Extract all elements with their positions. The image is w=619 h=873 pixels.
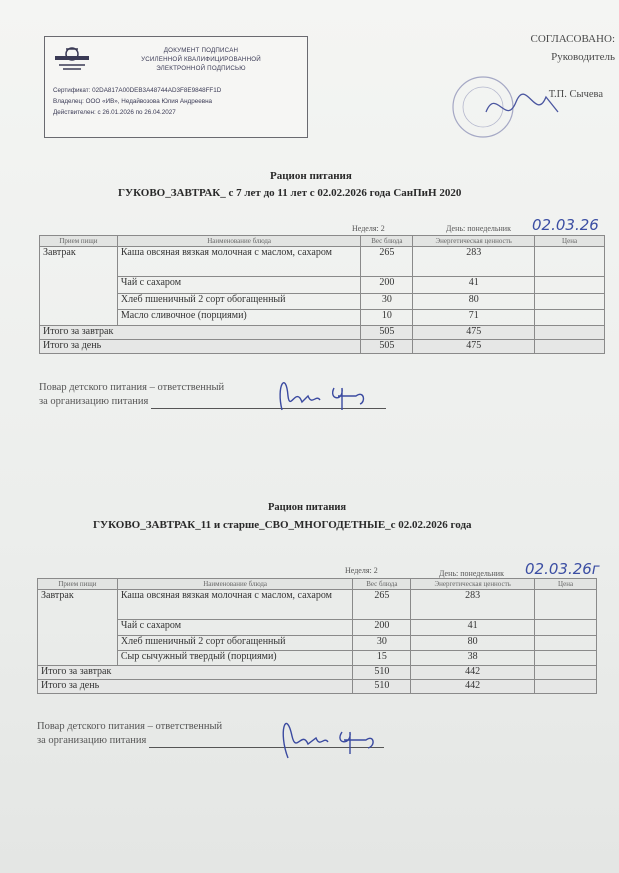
table-row — [40, 277, 605, 294]
menu1-table — [39, 235, 605, 354]
table-header-row — [38, 579, 597, 590]
menu1-title: Рацион питания — [270, 170, 352, 182]
total-label: Итого за день — [40, 340, 361, 354]
certificate-number: Сертификат: 02DA817A00DEB3A48744AD3F8E9848FF1D — [53, 87, 222, 94]
menu2-table — [37, 578, 597, 694]
column-header: Энергетическая ценность — [413, 236, 535, 247]
energy-cell: 41 — [413, 277, 535, 294]
column-header: Вес блюда — [361, 236, 413, 247]
meal-cell: Завтрак — [38, 590, 118, 666]
price-cell — [535, 590, 597, 620]
certificate-validity: Действителен: с 26.01.2026 по 26.04.2027 — [53, 109, 176, 116]
approval-signature — [476, 82, 566, 132]
emblem-logo — [53, 43, 91, 73]
price-cell — [535, 294, 605, 310]
energy-cell: 80 — [413, 294, 535, 310]
price-cell — [535, 636, 597, 651]
total-weight: 505 — [361, 340, 413, 354]
energy-cell: 41 — [411, 620, 535, 636]
total-row — [38, 680, 597, 694]
table-row — [38, 590, 597, 620]
certificate-owner: Владелец: ООО «ИВ», Недайвозова Юлия Андреевна — [53, 98, 213, 105]
stamp-header-line: ЭЛЕКТРОННОЙ ПОДПИСЬЮ — [156, 65, 246, 72]
weight-cell: 265 — [353, 590, 411, 620]
column-header: Цена — [535, 236, 605, 247]
menu1-handwritten-date: 02.03.26 — [532, 216, 599, 234]
column-header: Цена — [535, 579, 597, 590]
dish-cell: Чай с сахаром — [117, 620, 353, 636]
menu2-handwritten-date: 02.03.26г — [525, 560, 600, 578]
approval-block — [500, 30, 615, 100]
dish-cell: Масло сливочное (порциями) — [117, 310, 361, 326]
cook-signature-1 — [268, 366, 378, 416]
price-cell — [535, 680, 597, 694]
total-label: Итого за завтрак — [38, 666, 353, 680]
total-label: Итого за день — [38, 680, 353, 694]
weight-cell: 265 — [361, 247, 413, 277]
column-header: Вес блюда — [353, 579, 411, 590]
table-row — [38, 636, 597, 651]
cook-title: Повар детского питания – ответственный — [39, 382, 225, 393]
menu1-subtitle: ГУКОВО_ЗАВТРАК_ с 7 лет до 11 лет с 02.02.2026 года СанПиН 2020 — [118, 187, 462, 199]
total-row — [38, 666, 597, 680]
price-cell — [535, 310, 605, 326]
total-row — [40, 326, 605, 340]
energy-cell: 38 — [411, 651, 535, 666]
dish-cell: Чай с сахаром — [117, 277, 361, 294]
cook-subtitle: за организацию питания — [39, 396, 149, 407]
approval-role: Руководитель — [551, 51, 615, 63]
price-cell — [535, 651, 597, 666]
price-cell — [535, 340, 605, 354]
total-energy: 442 — [411, 680, 535, 694]
menu2-week: Неделя: 2 — [345, 566, 378, 575]
price-cell — [535, 666, 597, 680]
total-weight: 505 — [361, 326, 413, 340]
approval-name: Т.П. Сычева — [548, 89, 603, 100]
cook-title: Повар детского питания – ответственный — [37, 721, 223, 732]
column-header: Энергетическая ценность — [411, 579, 535, 590]
meal-cell: Завтрак — [40, 247, 118, 326]
total-label: Итого за завтрак — [40, 326, 361, 340]
table-row — [38, 620, 597, 636]
approval-label: СОГЛАСОВАНО: — [530, 33, 615, 45]
total-weight: 510 — [353, 666, 411, 680]
table-row — [38, 651, 597, 666]
weight-cell: 30 — [353, 636, 411, 651]
total-energy: 442 — [411, 666, 535, 680]
menu2-title: Рацион питания — [268, 502, 347, 513]
weight-cell: 200 — [353, 620, 411, 636]
price-cell — [535, 620, 597, 636]
menu1-week: Неделя: 2 — [352, 224, 385, 233]
column-header: Прием пищи — [40, 236, 118, 247]
cook-signature-2 — [272, 702, 384, 762]
energy-cell: 283 — [413, 247, 535, 277]
weight-cell: 15 — [353, 651, 411, 666]
price-cell — [535, 277, 605, 294]
weight-cell: 10 — [361, 310, 413, 326]
dish-cell: Каша овсяная вязкая молочная с маслом, сахаром — [117, 247, 361, 277]
weight-cell: 200 — [361, 277, 413, 294]
dish-cell: Каша овсяная вязкая молочная с маслом, сахаром — [117, 590, 353, 620]
energy-cell: 80 — [411, 636, 535, 651]
stamp-header-line: УСИЛЕННОЙ КВАЛИФИЦИРОВАННОЙ — [141, 56, 261, 63]
weight-cell: 30 — [361, 294, 413, 310]
column-header: Наименование блюда — [117, 579, 353, 590]
price-cell — [535, 247, 605, 277]
energy-cell: 71 — [413, 310, 535, 326]
column-header: Прием пищи — [38, 579, 118, 590]
menu2-day: День: понедельник — [439, 569, 504, 578]
dish-cell: Хлеб пшеничный 2 сорт обогащенный — [117, 636, 353, 651]
cook-subtitle: за организацию питания — [37, 735, 147, 746]
table-row — [40, 294, 605, 310]
total-energy: 475 — [413, 340, 535, 354]
total-weight: 510 — [353, 680, 411, 694]
energy-cell: 283 — [411, 590, 535, 620]
total-row — [40, 340, 605, 354]
price-cell — [535, 326, 605, 340]
column-header: Наименование блюда — [117, 236, 361, 247]
table-row — [40, 247, 605, 277]
table-header-row — [40, 236, 605, 247]
e-signature-stamp — [44, 36, 308, 138]
stamp-header-line: ДОКУМЕНТ ПОДПИСАН — [163, 47, 239, 54]
menu2-subtitle: ГУКОВО_ЗАВТРАК_11 и старше_СВО_МНОГОДЕТНЫЕ_с 02.02.2026 года — [93, 519, 472, 531]
table-row — [40, 310, 605, 326]
dish-cell: Сыр сычужный твердый (порциями) — [117, 651, 353, 666]
total-energy: 475 — [413, 326, 535, 340]
menu1-day: День: понедельник — [446, 224, 511, 233]
dish-cell: Хлеб пшеничный 2 сорт обогащенный — [117, 294, 361, 310]
